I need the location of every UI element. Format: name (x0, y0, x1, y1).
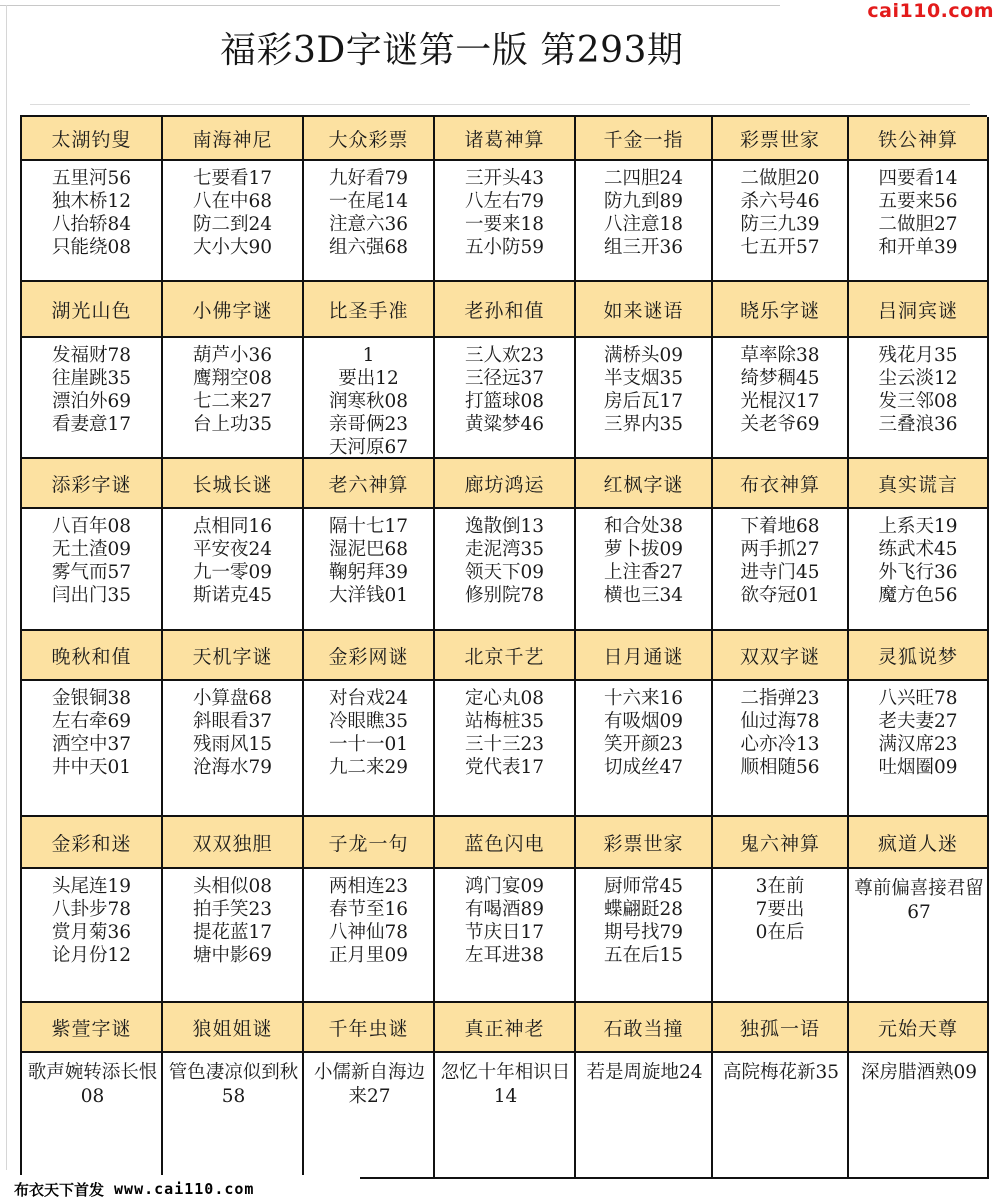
expert-name: 比圣手准 (304, 282, 435, 338)
prediction-cell (22, 681, 163, 817)
expert-name: 子龙一句 (304, 817, 435, 869)
prediction-cell (22, 509, 163, 631)
prediction-line: 八神仙78 (328, 922, 409, 943)
prediction-cell (576, 1053, 713, 1179)
prediction-line: 五小防59 (464, 237, 545, 258)
expert-name: 金彩网谜 (304, 631, 435, 681)
prediction-line: 一要来18 (464, 214, 545, 235)
prediction-cell (849, 1053, 989, 1179)
prediction-line: 有吸烟09 (603, 711, 684, 732)
prediction-cell (163, 1053, 304, 1179)
expert-name: 添彩字谜 (22, 459, 163, 509)
expert-name: 蓝色闪电 (435, 817, 576, 869)
prediction-line: 无土渣09 (51, 539, 132, 560)
expert-name: 长城长谜 (163, 459, 304, 509)
prediction-cell (163, 509, 304, 631)
prediction-line: 打篮球08 (464, 391, 545, 412)
prediction-line: 对台戏24 (328, 688, 409, 709)
prediction-line: 点相同16 (192, 516, 273, 537)
prediction-line: 站梅桩35 (464, 711, 545, 732)
expert-name: 老六神算 (304, 459, 435, 509)
prediction-cell (849, 161, 989, 282)
prediction-line: 组六强68 (328, 237, 409, 258)
expert-name: 疯道人迷 (849, 817, 989, 869)
prediction-line: 逸散倒13 (464, 516, 545, 537)
prediction-line: 只能绕08 (51, 237, 132, 258)
prediction-line: 党代表17 (464, 757, 545, 778)
prediction-line: 一十一01 (328, 734, 409, 755)
prediction-line: 九一零09 (192, 562, 273, 583)
prediction-line: 要出12 (338, 368, 399, 389)
prediction-line: 防二到24 (192, 214, 273, 235)
prediction-line: 七二来27 (192, 391, 273, 412)
prediction-line: 春节至16 (328, 899, 409, 920)
prediction-cell (304, 681, 435, 817)
left-rule (6, 5, 7, 1170)
expert-name: 彩票世家 (576, 817, 713, 869)
prediction-line: 八在中68 (192, 191, 273, 212)
prediction-cell (22, 161, 163, 282)
prediction-line: 心亦冷13 (740, 734, 820, 755)
expert-name: 日月通谜 (576, 631, 713, 681)
prediction-line: 二做胆27 (878, 214, 958, 235)
prediction-line: 五要来56 (878, 191, 958, 212)
prediction-line: 斜眼看37 (192, 711, 273, 732)
prediction-line: 外飞行36 (878, 562, 958, 583)
prediction-cell (576, 869, 713, 1003)
expert-name: 如来谜语 (576, 282, 713, 338)
prediction-text: 小儒新自海边来27 (313, 1062, 425, 1107)
prediction-line: 斯诺克45 (192, 585, 273, 606)
expert-name: 灵狐说梦 (849, 631, 989, 681)
prediction-line: 黄粱梦46 (464, 414, 545, 435)
prediction-line: 发福财78 (51, 345, 132, 366)
expert-name: 天机字谜 (163, 631, 304, 681)
prediction-cell (304, 161, 435, 282)
prediction-line: 八左右79 (464, 191, 545, 212)
prediction-cell (435, 1053, 576, 1179)
title-divider (30, 104, 970, 105)
prediction-line: 半支烟35 (603, 368, 684, 389)
expert-name: 千金一指 (576, 117, 713, 161)
expert-name: 真实谎言 (849, 459, 989, 509)
prediction-line: 三十三23 (464, 734, 545, 755)
prediction-line: 关老爷69 (740, 414, 820, 435)
prediction-line: 草率除38 (740, 345, 820, 366)
prediction-line: 亲哥俩23 (328, 414, 409, 435)
prediction-line: 残雨风15 (192, 734, 273, 755)
footer-slogan: 布衣天下首发 (14, 1180, 105, 1199)
prediction-line: 三界内35 (603, 414, 684, 435)
puzzle-grid (20, 115, 987, 1178)
prediction-line: 头相似08 (192, 876, 273, 897)
prediction-cell (304, 338, 435, 459)
prediction-line: 节庆日17 (464, 922, 545, 943)
prediction-line: 八卦步78 (51, 899, 132, 920)
prediction-cell (713, 869, 849, 1003)
prediction-cell (576, 161, 713, 282)
prediction-line: 杀六号46 (740, 191, 820, 212)
prediction-cell (849, 338, 989, 459)
prediction-cell (163, 161, 304, 282)
prediction-line: 闫出门35 (51, 585, 132, 606)
prediction-line: 横也三34 (603, 585, 684, 606)
prediction-line: 四要看14 (878, 168, 958, 189)
prediction-line: 7要出 (755, 899, 805, 920)
prediction-line: 1 (362, 345, 375, 366)
prediction-line: 拍手笑23 (192, 899, 273, 920)
prediction-line: 光棍汉17 (740, 391, 820, 412)
expert-name: 狼姐姐谜 (163, 1003, 304, 1053)
prediction-line: 八百年08 (51, 516, 132, 537)
prediction-line: 一在尾14 (328, 191, 409, 212)
prediction-line: 和合处38 (603, 516, 684, 537)
prediction-line: 润寒秋08 (328, 391, 409, 412)
prediction-line: 八兴旺78 (878, 688, 958, 709)
prediction-cell (163, 681, 304, 817)
prediction-cell (435, 338, 576, 459)
prediction-line: 满汉席23 (878, 734, 958, 755)
prediction-line: 上系天19 (878, 516, 958, 537)
prediction-cell (713, 338, 849, 459)
prediction-line: 七要看17 (192, 168, 273, 189)
prediction-line: 修别院78 (464, 585, 545, 606)
expert-name: 鬼六神算 (713, 817, 849, 869)
prediction-cell (576, 338, 713, 459)
prediction-line: 定心丸08 (464, 688, 545, 709)
prediction-line: 老夫妻27 (878, 711, 958, 732)
expert-name: 湖光山色 (22, 282, 163, 338)
prediction-cell (163, 338, 304, 459)
prediction-line: 注意六36 (328, 214, 409, 235)
prediction-line: 独木桥12 (51, 191, 132, 212)
prediction-cell (22, 869, 163, 1003)
prediction-line: 残花月35 (878, 345, 958, 366)
prediction-cell (849, 681, 989, 817)
expert-name: 双双独胆 (163, 817, 304, 869)
prediction-cell (849, 509, 989, 631)
prediction-line: 九好看79 (328, 168, 409, 189)
prediction-line: 魔方色56 (878, 585, 958, 606)
prediction-line: 顺相随56 (740, 757, 820, 778)
expert-name: 铁公神算 (849, 117, 989, 161)
prediction-text: 歌声婉转添长恨08 (27, 1062, 158, 1107)
prediction-line: 欲夺冠01 (740, 585, 820, 606)
prediction-text: 尊前偏喜接君留67 (854, 878, 984, 923)
prediction-line: 沧海水79 (192, 757, 273, 778)
prediction-line: 看妻意17 (51, 414, 132, 435)
expert-name: 金彩和迷 (22, 817, 163, 869)
expert-name: 诸葛神算 (435, 117, 576, 161)
prediction-cell (849, 869, 989, 1003)
prediction-line: 冷眼瞧35 (328, 711, 409, 732)
prediction-line: 雾气而57 (51, 562, 132, 583)
prediction-text: 忽忆十年相识日14 (440, 1062, 571, 1107)
prediction-line: 和开单39 (878, 237, 958, 258)
expert-name: 独孤一语 (713, 1003, 849, 1053)
prediction-line: 三径远37 (464, 368, 545, 389)
prediction-line: 房后瓦17 (603, 391, 684, 412)
prediction-cell (576, 509, 713, 631)
prediction-cell (435, 681, 576, 817)
prediction-line: 尘云淡12 (878, 368, 958, 389)
prediction-line: 隔十七17 (328, 516, 409, 537)
prediction-cell (163, 869, 304, 1003)
prediction-line: 台上功35 (192, 414, 273, 435)
prediction-line: 左耳进38 (464, 945, 545, 966)
expert-name: 北京千艺 (435, 631, 576, 681)
prediction-line: 蝶翩跹28 (603, 899, 684, 920)
prediction-cell (713, 681, 849, 817)
page-title: 福彩3D字谜第一版 第293期 (220, 30, 684, 71)
expert-name: 南海神尼 (163, 117, 304, 161)
prediction-line: 领天下09 (464, 562, 545, 583)
prediction-line: 往崖跳35 (51, 368, 132, 389)
prediction-cell (304, 1053, 435, 1179)
prediction-line: 天河原67 (328, 437, 409, 458)
expert-name: 红枫字谜 (576, 459, 713, 509)
prediction-line: 十六来16 (603, 688, 684, 709)
prediction-line: 八抬轿84 (51, 214, 132, 235)
expert-name: 石敢当撞 (576, 1003, 713, 1053)
prediction-line: 期号找79 (603, 922, 684, 943)
prediction-line: 二指弹23 (740, 688, 820, 709)
prediction-line: 二四胆24 (603, 168, 684, 189)
prediction-line: 提花蓝17 (192, 922, 273, 943)
expert-name: 吕洞宾谜 (849, 282, 989, 338)
expert-name: 彩票世家 (713, 117, 849, 161)
prediction-line: 小算盘68 (192, 688, 273, 709)
expert-name: 晓乐字谜 (713, 282, 849, 338)
prediction-line: 鹰翔空08 (192, 368, 273, 389)
prediction-line: 下着地68 (740, 516, 820, 537)
prediction-cell (22, 338, 163, 459)
prediction-cell (576, 681, 713, 817)
prediction-line: 葫芦小36 (192, 345, 273, 366)
prediction-line: 三人欢23 (464, 345, 545, 366)
prediction-line: 三叠浪36 (878, 414, 958, 435)
prediction-text: 高院梅花新35 (722, 1062, 840, 1083)
prediction-line: 上注香27 (603, 562, 684, 583)
expert-name: 老孙和值 (435, 282, 576, 338)
prediction-cell (435, 869, 576, 1003)
prediction-line: 平安夜24 (192, 539, 273, 560)
prediction-line: 三开头43 (464, 168, 545, 189)
prediction-cell (304, 509, 435, 631)
prediction-line: 萝卜拔09 (603, 539, 684, 560)
prediction-line: 绮梦稠45 (740, 368, 820, 389)
prediction-line: 五里河56 (51, 168, 132, 189)
prediction-line: 湿泥巴68 (328, 539, 409, 560)
prediction-line: 防九到89 (603, 191, 684, 212)
expert-name: 太湖钓叟 (22, 117, 163, 161)
prediction-line: 金银铜38 (51, 688, 132, 709)
top-rule (0, 5, 780, 6)
prediction-line: 头尾连19 (51, 876, 132, 897)
prediction-line: 七五开57 (740, 237, 820, 258)
prediction-line: 走泥湾35 (464, 539, 545, 560)
prediction-line: 论月份12 (51, 945, 132, 966)
prediction-line: 塘中影69 (192, 945, 273, 966)
prediction-line: 正月里09 (328, 945, 409, 966)
prediction-line: 0在后 (755, 922, 805, 943)
expert-name: 小佛字谜 (163, 282, 304, 338)
prediction-cell (304, 869, 435, 1003)
footer-url[interactable]: www.cai110.com (114, 1180, 255, 1198)
prediction-line: 练武术45 (878, 539, 958, 560)
brand-watermark[interactable]: cai110.com (867, 0, 994, 22)
prediction-line: 有喝酒89 (464, 899, 545, 920)
prediction-line: 九二来29 (328, 757, 409, 778)
prediction-line: 3在前 (755, 876, 805, 897)
prediction-cell (713, 161, 849, 282)
prediction-text: 管色凄凉似到秋58 (168, 1062, 299, 1107)
prediction-line: 切成丝47 (603, 757, 684, 778)
prediction-line: 满桥头09 (603, 345, 684, 366)
prediction-line: 大洋钱01 (328, 585, 409, 606)
prediction-line: 漂泊外69 (51, 391, 132, 412)
prediction-line: 防三九39 (740, 214, 820, 235)
prediction-line: 五在后15 (603, 945, 684, 966)
prediction-line: 左右牵69 (51, 711, 132, 732)
expert-name: 紫萱字谜 (22, 1003, 163, 1053)
prediction-line: 厨师常45 (603, 876, 684, 897)
prediction-line: 进寺门45 (740, 562, 820, 583)
prediction-line: 笑开颜23 (603, 734, 684, 755)
prediction-cell (713, 1053, 849, 1179)
expert-name: 元始天尊 (849, 1003, 989, 1053)
prediction-line: 两手抓27 (740, 539, 820, 560)
prediction-text: 深房腊酒熟09 (860, 1062, 978, 1083)
prediction-cell (713, 509, 849, 631)
prediction-line: 洒空中37 (51, 734, 132, 755)
expert-name: 廊坊鸿运 (435, 459, 576, 509)
prediction-line: 鞠躬拜39 (328, 562, 409, 583)
expert-name: 大众彩票 (304, 117, 435, 161)
expert-name: 布衣神算 (713, 459, 849, 509)
expert-name: 千年虫谜 (304, 1003, 435, 1053)
prediction-line: 二做胆20 (740, 168, 820, 189)
expert-name: 双双字谜 (713, 631, 849, 681)
prediction-line: 大小大90 (192, 237, 273, 258)
footer-banner (0, 1175, 360, 1203)
prediction-cell (435, 161, 576, 282)
expert-name: 真正神老 (435, 1003, 576, 1053)
expert-name: 晚秋和值 (22, 631, 163, 681)
prediction-line: 组三开36 (603, 237, 684, 258)
prediction-line: 井中天01 (51, 757, 132, 778)
prediction-cell (22, 1053, 163, 1179)
prediction-cell (435, 509, 576, 631)
prediction-line: 仙过海78 (740, 711, 820, 732)
prediction-line: 赏月菊36 (51, 922, 132, 943)
prediction-line: 鸿门宴09 (464, 876, 545, 897)
prediction-line: 八注意18 (603, 214, 684, 235)
prediction-line: 两相连23 (328, 876, 409, 897)
prediction-line: 吐烟圈09 (878, 757, 958, 778)
prediction-text: 若是周旋地24 (586, 1062, 703, 1083)
prediction-line: 发三邻08 (878, 391, 958, 412)
